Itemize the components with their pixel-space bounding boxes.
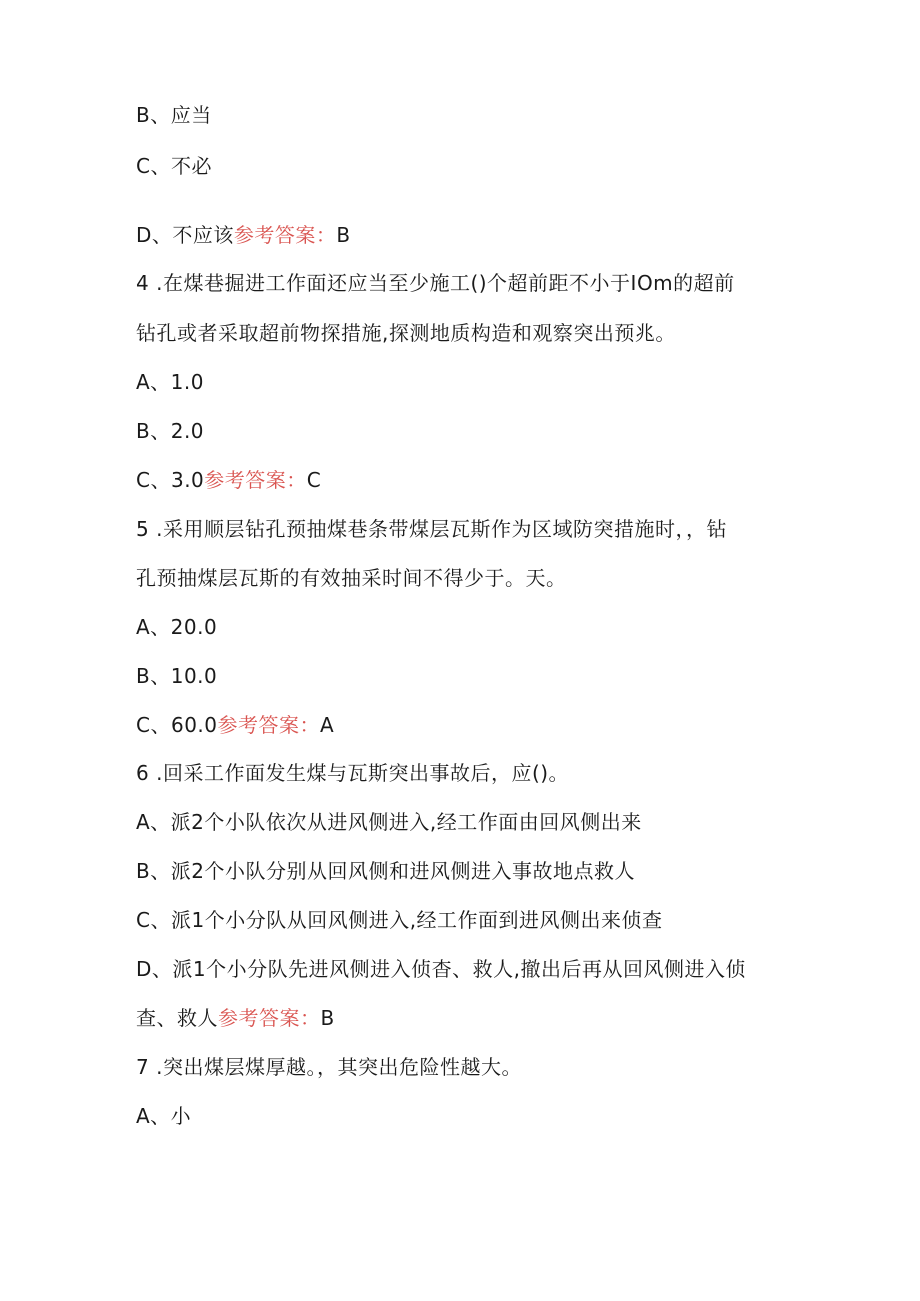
- answer-label: 参考答案：: [218, 1006, 321, 1030]
- option-line: A、小: [136, 1104, 192, 1128]
- answer-value: B: [336, 223, 351, 247]
- answer-value: B: [320, 1006, 335, 1030]
- question-line: 钻孔或者采取超前物探措施,探测地质构造和观察突出预兆。: [136, 321, 676, 345]
- option-line: A、派2个小队依次从进风侧进入,经工作面由回风侧出来: [136, 810, 642, 834]
- option-line: B、应当: [136, 103, 212, 127]
- option-line: B、派2个小队分别从回风侧和进风侧进入事故地点救人: [136, 859, 635, 883]
- answer-value: C: [306, 468, 322, 492]
- question-line: 5 .采用顺层钻孔预抽煤巷条带煤层瓦斯作为区域防突措施时，，钻: [136, 517, 727, 541]
- answer-label: 参考答案：: [217, 713, 320, 737]
- answer-label: 参考答案：: [204, 468, 307, 492]
- option-line: C、不必: [136, 154, 212, 178]
- option-line: A、1.0: [136, 370, 204, 394]
- option-line: C、3.0参考答案：C: [136, 468, 322, 492]
- option-line: 查、救人参考答案：B: [136, 1006, 335, 1030]
- question-line: 7 .突出煤层煤厚越。，其突出危险性越大。: [136, 1055, 522, 1079]
- option-line: D、不应该参考答案：B: [136, 223, 351, 247]
- option-line: D、派1个小分队先进风侧进入侦杳、救人,撤出后再从回风侧进入侦: [136, 957, 746, 981]
- option-line: A、20.0: [136, 615, 218, 639]
- answer-label: 参考答案：: [233, 223, 337, 247]
- question-line: 6 .回采工作面发生煤与瓦斯突出事故后，应()。: [136, 761, 570, 785]
- answer-value: A: [320, 713, 335, 737]
- option-line: C、派1个小分队从回风侧进入,经工作面到进风侧出来侦查: [136, 908, 663, 932]
- option-line: C、60.0参考答案：A: [136, 713, 335, 737]
- option-line: B、10.0: [136, 664, 218, 688]
- option-line: B、2.0: [136, 419, 205, 443]
- question-line: 孔预抽煤层瓦斯的有效抽采时间不得少于。天。: [136, 566, 567, 590]
- question-line: 4 .在煤巷掘进工作面还应当至少施工()个超前距不小于IOm的超前: [136, 271, 735, 295]
